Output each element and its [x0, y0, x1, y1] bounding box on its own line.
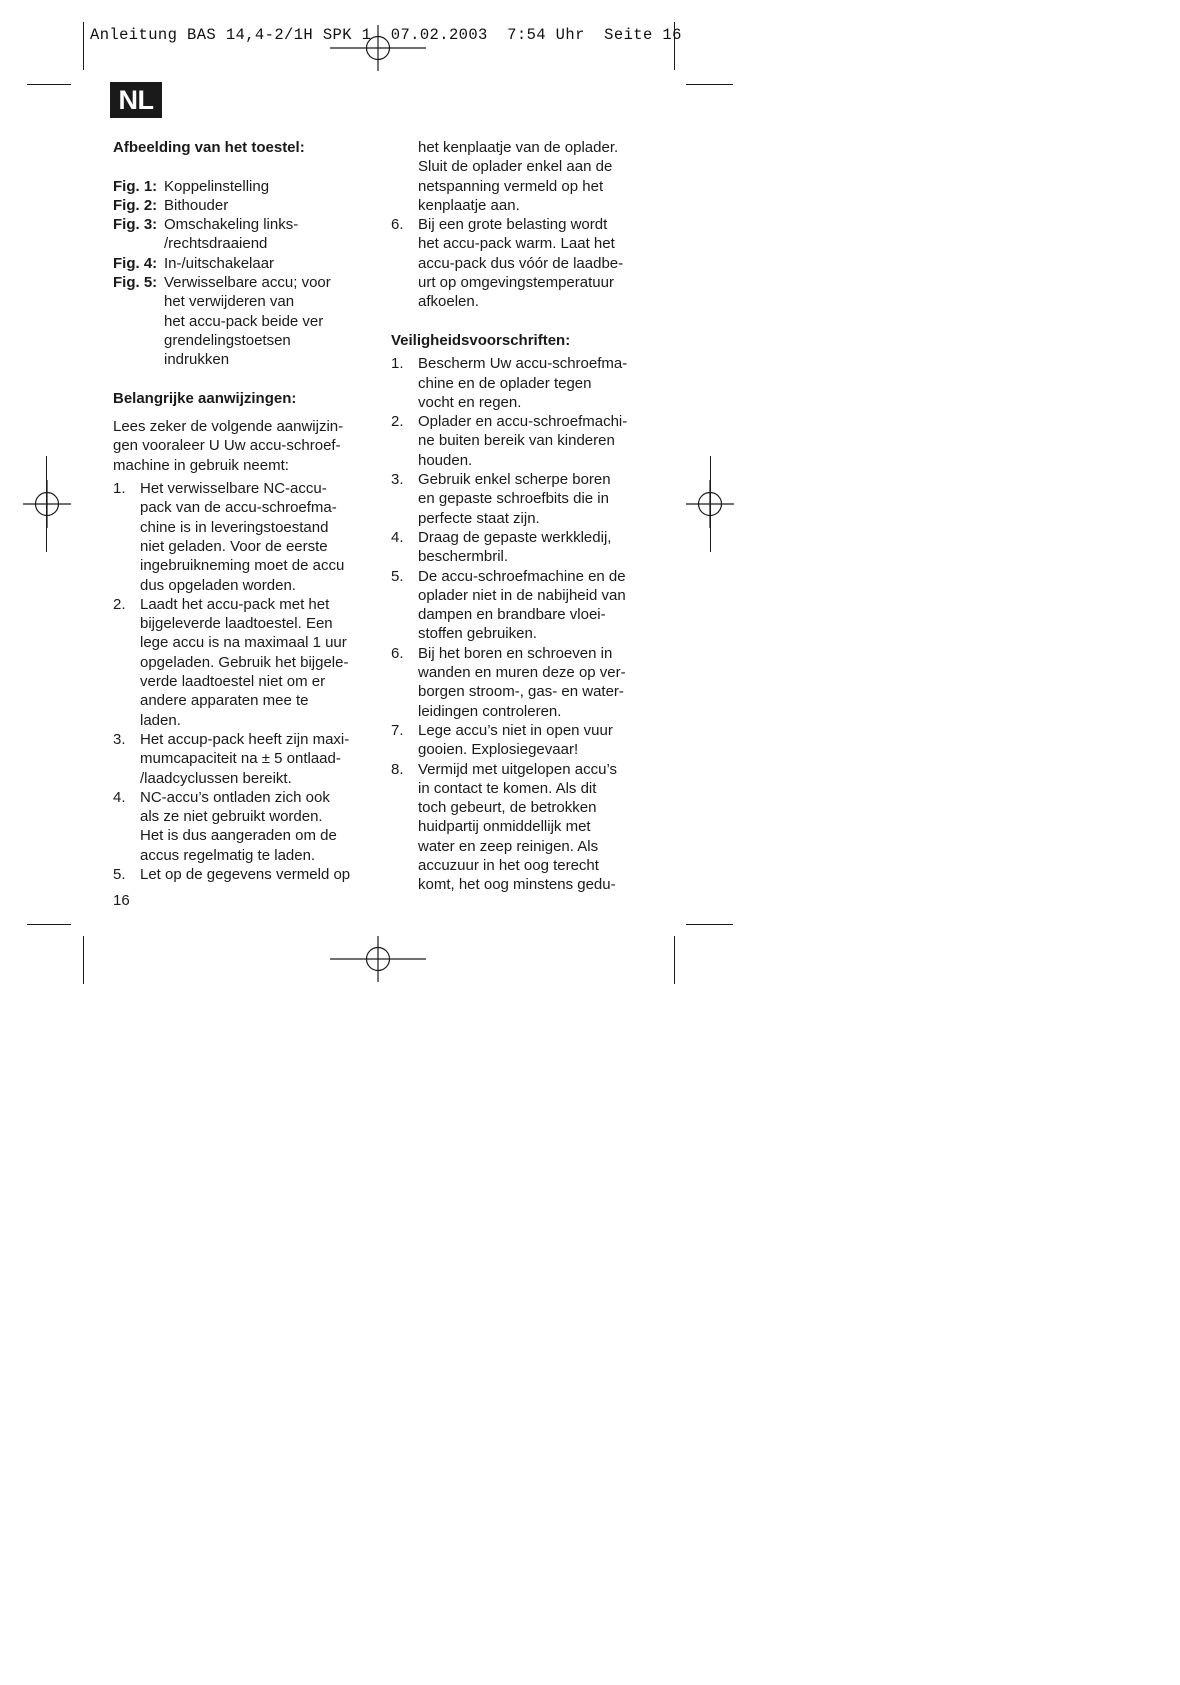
safety-list: [391, 354, 661, 894]
right-column: [391, 138, 661, 895]
item-text: Bescherm Uw accu-schroefma- chine en de oplader tegen vocht en regen.: [418, 355, 628, 411]
notes-heading: Belangrijke aanwijzingen:: [113, 389, 297, 407]
left-column: [113, 138, 375, 884]
item-number: 6.: [391, 644, 404, 662]
item-text: Oplader en accu-schroefmachi- ne buiten bereik van kinderen houden.: [418, 413, 628, 469]
item-text: De accu-schroefmachine en de oplader niet in de nabijheid van dampen en brandbare vloei- stoffen gebruiken.: [418, 567, 626, 643]
item-text: NC-accu’s ontladen zich ook als ze niet gebruikt worden. Het is dus aangeraden om de accus regelmatig te laden.: [140, 788, 337, 864]
item-text: Het verwisselbare NC-accu- pack van de accu-schroefma- chine is in leveringstoestand niet geladen. Voor de eerste ingebruikneming moet de accu dus opgeladen worden.: [140, 480, 345, 594]
item-number: 5.: [391, 567, 404, 585]
notes-intro: Lees zeker de volgende aanwijzin- gen vooraleer U Uw accu-schroef- machine in gebruik neemt:: [113, 418, 344, 474]
list-item: [391, 760, 661, 895]
list-item: [391, 354, 661, 412]
fig-item: [113, 215, 375, 254]
fig-list: [113, 177, 375, 370]
list-item: [391, 567, 661, 644]
fig-label: Fig. 1:: [113, 177, 158, 195]
list-item: [113, 479, 375, 595]
fig-text: In-/uitschakelaar: [164, 254, 275, 272]
fig-item: [113, 273, 375, 369]
list-item: [113, 788, 375, 865]
item-number: 4.: [113, 788, 126, 806]
fig-text: Koppelinstelling: [164, 177, 270, 195]
crop-mark: [27, 84, 71, 85]
item-text: Het accup-pack heeft zijn maxi- mumcapaciteit na ± 5 ontlaad- /laadcyclussen bereikt.: [140, 730, 350, 787]
item-number: 8.: [391, 760, 404, 778]
item-number: 7.: [391, 721, 404, 739]
item-text: Laadt het accu-pack met het bijgeleverde laadtoestel. Een lege accu is na maximaal 1 uur opgeladen. Gebruik het bijgele- verde laadtoestel niet om er andere apparaten mee te laden.: [140, 595, 349, 729]
fig-text: Omschakeling links- /rechtsdraaiend: [164, 216, 299, 253]
list-item: [391, 721, 661, 760]
list-item: [113, 865, 375, 884]
continued-text: het kenplaatje van de oplader. Sluit de oplader enkel aan de netspanning vermeld op het kenplaatje aan.: [418, 139, 619, 214]
registration-mark-icon: [23, 480, 71, 528]
item-text: Bij een grote belasting wordt het accu-pack warm. Laat het accu-pack dus vóór de laadbe- urt op omgevingstemperatuur afkoelen.: [418, 216, 624, 311]
notes-list: [113, 479, 375, 884]
item-number: 1.: [113, 480, 126, 498]
fig-item: [113, 254, 375, 273]
fig-label: Fig. 4:: [113, 254, 158, 272]
item-text: Gebruik enkel scherpe boren en gepaste schroefbits die in perfecte staat zijn.: [418, 471, 611, 527]
language-badge: NL: [110, 82, 162, 118]
list-item: [113, 730, 375, 788]
crop-mark: [686, 84, 733, 85]
list-item: [391, 215, 661, 311]
list-item: [391, 412, 661, 470]
item-number: 1.: [391, 355, 404, 373]
crop-mark: [83, 936, 84, 984]
item-number: 4.: [391, 528, 404, 546]
list-item: [113, 595, 375, 730]
item-number: 2.: [113, 595, 126, 613]
crop-mark: [686, 924, 733, 925]
item-text: Bij het boren en schroeven in wanden en muren deze op ver- borgen stroom-, gas- en water- leidingen controleren.: [418, 644, 626, 720]
fig-heading: Afbeelding van het toestel:: [113, 139, 305, 156]
list-item: [391, 644, 661, 721]
fig-label: Fig. 2:: [113, 196, 158, 214]
list-item: [391, 470, 661, 528]
safety-heading: Veiligheidsvoorschriften:: [391, 331, 571, 349]
fig-text: Verwisselbare accu; voor het verwijderen van het accu-pack beide ver grendelingstoetsen indrukken: [164, 274, 331, 369]
fig-text: Bithouder: [164, 196, 229, 214]
item-number: 3.: [391, 471, 404, 489]
item-text: Vermijd met uitgelopen accu’s in contact te komen. Als dit toch gebeurt, de betrokken huidpartij onmiddellijk met water en zeep reinigen. Als accuzuur in het oog terecht komt, het oog minstens gedu-: [418, 760, 617, 894]
list-item: [391, 528, 661, 567]
registration-mark-icon: [330, 936, 426, 982]
item-number: 3.: [113, 730, 126, 748]
item-number: 6.: [391, 216, 404, 234]
item-text: Draag de gepaste werkkledij, beschermbril.: [418, 528, 612, 566]
crop-mark: [674, 936, 675, 984]
fig-item: [113, 177, 375, 196]
print-slug: Anleitung BAS 14,4-2/1H SPK 1 07.02.2003 7:54 Uhr Seite 16: [90, 26, 682, 44]
fig-item: [113, 196, 375, 215]
page-number: 16: [113, 892, 130, 909]
item-number: 2.: [391, 413, 404, 431]
crop-mark: [27, 924, 71, 925]
fig-label: Fig. 3:: [113, 216, 158, 234]
notes-list-continued: [391, 215, 661, 311]
item-text: Lege accu’s niet in open vuur gooien. Explosiegevaar!: [418, 721, 613, 759]
item-number: 5.: [113, 865, 126, 883]
crop-mark: [83, 22, 84, 70]
fig-label: Fig. 5:: [113, 274, 158, 292]
item-text: Let op de gegevens vermeld op: [140, 865, 351, 883]
registration-mark-icon: [686, 480, 734, 528]
